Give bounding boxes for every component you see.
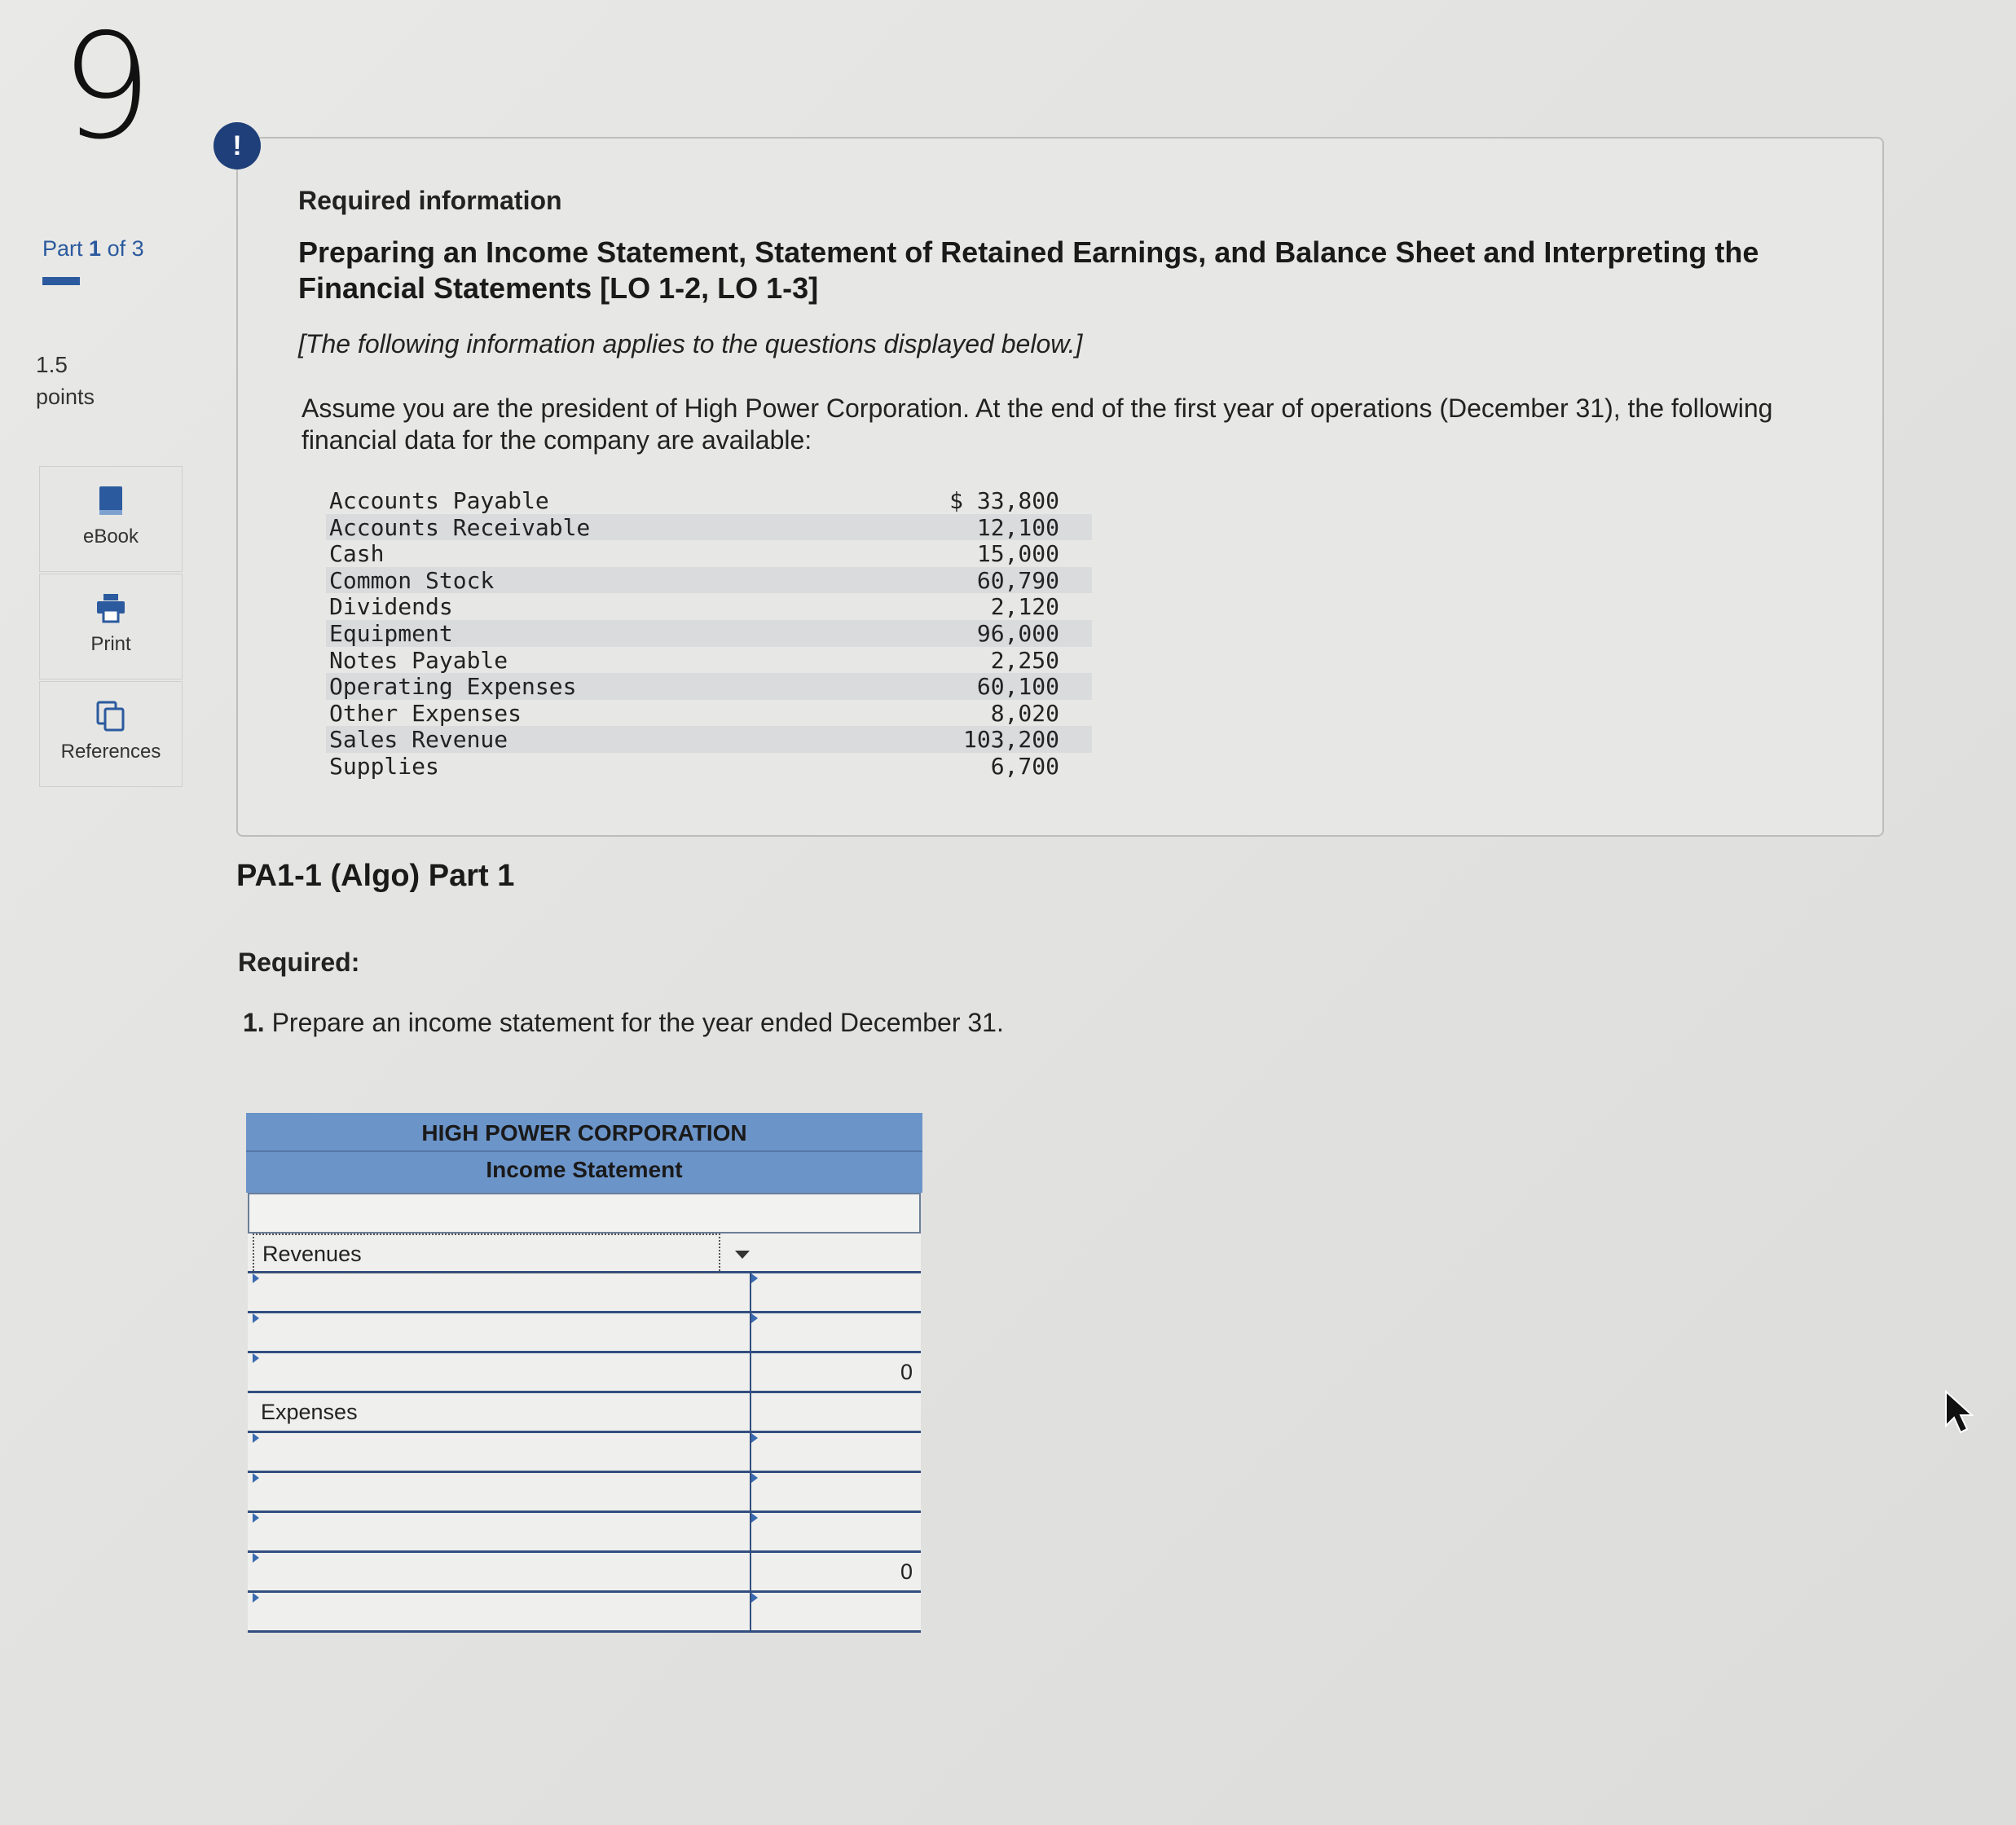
expense-line-row bbox=[248, 1513, 921, 1553]
mouse-cursor-icon bbox=[1943, 1390, 1975, 1436]
table-row bbox=[326, 647, 1092, 674]
table-row bbox=[326, 567, 1092, 594]
total-expenses-cell bbox=[751, 1553, 919, 1590]
account-name: Accounts Payable bbox=[329, 487, 549, 514]
account-value: 2,120 bbox=[990, 593, 1059, 621]
account-value: 15,000 bbox=[976, 540, 1059, 568]
row-marker-icon bbox=[253, 1313, 259, 1323]
expense-account-select[interactable] bbox=[253, 1433, 751, 1471]
problem-title: Preparing an Income Statement, Statement of Retained Earnings, and Balance Sheet and Interpreting the Financial Statements [LO 1-2, LO 1-3] bbox=[298, 235, 1759, 305]
account-value: 6,700 bbox=[990, 752, 1059, 780]
ebook-label: eBook bbox=[82, 526, 139, 548]
copy-icon bbox=[95, 700, 127, 732]
step-text: Prepare an income statement for the year ended December 31. bbox=[264, 1008, 1004, 1037]
table-row bbox=[326, 540, 1092, 567]
account-name: Sales Revenue bbox=[329, 726, 508, 754]
revenue-line-row bbox=[248, 1313, 921, 1353]
expense-amount-input[interactable] bbox=[751, 1513, 919, 1550]
print-button[interactable] bbox=[39, 574, 183, 679]
table-row bbox=[326, 620, 1092, 647]
account-name: Notes Payable bbox=[329, 646, 508, 674]
references-label: References bbox=[60, 741, 161, 763]
revenues-row bbox=[248, 1234, 921, 1273]
requirement-step bbox=[243, 1008, 1004, 1038]
table-row bbox=[326, 726, 1092, 753]
revenue-account-select[interactable] bbox=[253, 1313, 751, 1351]
row-marker-icon bbox=[253, 1553, 259, 1563]
total-revenues-row bbox=[248, 1353, 921, 1393]
account-value: 8,020 bbox=[990, 699, 1059, 727]
account-name: Equipment bbox=[329, 619, 453, 647]
financial-data-table bbox=[326, 487, 1092, 780]
expense-amount-input[interactable] bbox=[751, 1433, 919, 1471]
account-name: Dividends bbox=[329, 593, 453, 621]
net-income-row bbox=[248, 1593, 921, 1633]
table-row bbox=[326, 514, 1092, 541]
expense-line-row bbox=[248, 1473, 921, 1513]
applies-note: [The following information applies to the questions displayed below.] bbox=[298, 329, 1083, 358]
account-name: Operating Expenses bbox=[329, 673, 577, 701]
row-marker-icon bbox=[253, 1353, 259, 1363]
row-marker-icon bbox=[751, 1313, 758, 1323]
total-expenses-row bbox=[248, 1553, 921, 1593]
alert-icon: ! bbox=[213, 122, 261, 169]
part-title: PA1-1 (Algo) Part 1 bbox=[236, 859, 515, 893]
row-marker-icon bbox=[751, 1593, 758, 1603]
account-name: Cash bbox=[329, 540, 385, 568]
total-expenses-value: 0 bbox=[900, 1559, 913, 1584]
account-value: $ 33,800 bbox=[949, 487, 1059, 514]
required-heading: Required: bbox=[238, 948, 360, 977]
account-name: Common Stock bbox=[329, 566, 495, 594]
expense-account-select[interactable] bbox=[253, 1473, 751, 1511]
account-value: 12,100 bbox=[976, 513, 1059, 541]
expenses-amount-cell bbox=[751, 1393, 919, 1431]
revenues-dropdown[interactable] bbox=[253, 1234, 720, 1274]
revenue-account-select[interactable] bbox=[253, 1273, 751, 1311]
part-indicator bbox=[42, 236, 144, 262]
printer-icon bbox=[95, 592, 127, 625]
required-information-heading: Required information bbox=[298, 186, 562, 215]
points-value: 1.5 bbox=[36, 352, 68, 377]
statement-name-header: Income Statement bbox=[246, 1150, 922, 1193]
points-label: points bbox=[36, 385, 95, 409]
table-row bbox=[326, 487, 1092, 514]
row-marker-icon bbox=[253, 1593, 259, 1603]
part-prefix: Part bbox=[42, 236, 90, 261]
expenses-label-cell bbox=[253, 1393, 751, 1431]
revenue-amount-input[interactable] bbox=[751, 1313, 919, 1351]
part-suffix: of 3 bbox=[101, 236, 144, 261]
step-number: 1. bbox=[243, 1008, 265, 1037]
total-revenues-label-select[interactable] bbox=[253, 1353, 751, 1391]
problem-description: Assume you are the president of High Power Corporation. At the end of the first year of operations (December 31), the following financial data for the company are available: bbox=[302, 394, 1773, 455]
question-number-box bbox=[31, 2, 182, 194]
row-marker-icon bbox=[751, 1513, 758, 1523]
row-marker-icon bbox=[253, 1473, 259, 1483]
revenues-label: Revenues bbox=[262, 1242, 362, 1266]
net-income-input[interactable] bbox=[751, 1593, 919, 1630]
part-number: 1 bbox=[89, 236, 102, 261]
row-marker-icon bbox=[253, 1273, 259, 1283]
expenses-label: Expenses bbox=[261, 1400, 358, 1424]
account-value: 2,250 bbox=[990, 646, 1059, 674]
print-label: Print bbox=[90, 633, 131, 655]
expense-amount-input[interactable] bbox=[751, 1473, 919, 1511]
row-marker-icon bbox=[253, 1513, 259, 1523]
row-marker-icon bbox=[751, 1473, 758, 1483]
row-marker-icon bbox=[751, 1273, 758, 1283]
table-row bbox=[326, 673, 1092, 700]
net-income-label-select[interactable] bbox=[253, 1593, 751, 1630]
account-name: Other Expenses bbox=[329, 699, 522, 727]
account-name: Supplies bbox=[329, 752, 439, 780]
book-icon bbox=[95, 485, 127, 517]
total-expenses-label-select[interactable] bbox=[253, 1553, 751, 1590]
row-marker-icon bbox=[253, 1433, 259, 1443]
expenses-row bbox=[248, 1393, 921, 1433]
date-line-input[interactable] bbox=[248, 1193, 921, 1234]
company-name-header: HIGH POWER CORPORATION bbox=[246, 1113, 922, 1150]
part-progress-bar bbox=[42, 277, 80, 285]
account-value: 60,790 bbox=[976, 566, 1059, 594]
revenue-amount-input[interactable] bbox=[751, 1273, 919, 1311]
account-value: 103,200 bbox=[962, 726, 1059, 754]
account-value: 60,100 bbox=[976, 673, 1059, 701]
revenues-amount-cell[interactable] bbox=[751, 1234, 919, 1271]
expense-line-row bbox=[248, 1433, 921, 1473]
account-value: 96,000 bbox=[976, 619, 1059, 647]
income-statement-worksheet bbox=[246, 1113, 922, 1633]
references-button[interactable] bbox=[39, 681, 183, 787]
account-name: Accounts Receivable bbox=[329, 513, 591, 541]
table-row bbox=[326, 593, 1092, 620]
expense-account-select[interactable] bbox=[253, 1513, 751, 1550]
revenue-line-row bbox=[248, 1273, 921, 1313]
ebook-button[interactable] bbox=[39, 466, 183, 572]
table-row bbox=[326, 753, 1092, 780]
table-row bbox=[326, 700, 1092, 727]
question-number: 9 bbox=[60, 2, 153, 171]
total-revenues-cell bbox=[751, 1353, 919, 1391]
total-revenues-value: 0 bbox=[900, 1360, 913, 1384]
row-marker-icon bbox=[751, 1433, 758, 1443]
